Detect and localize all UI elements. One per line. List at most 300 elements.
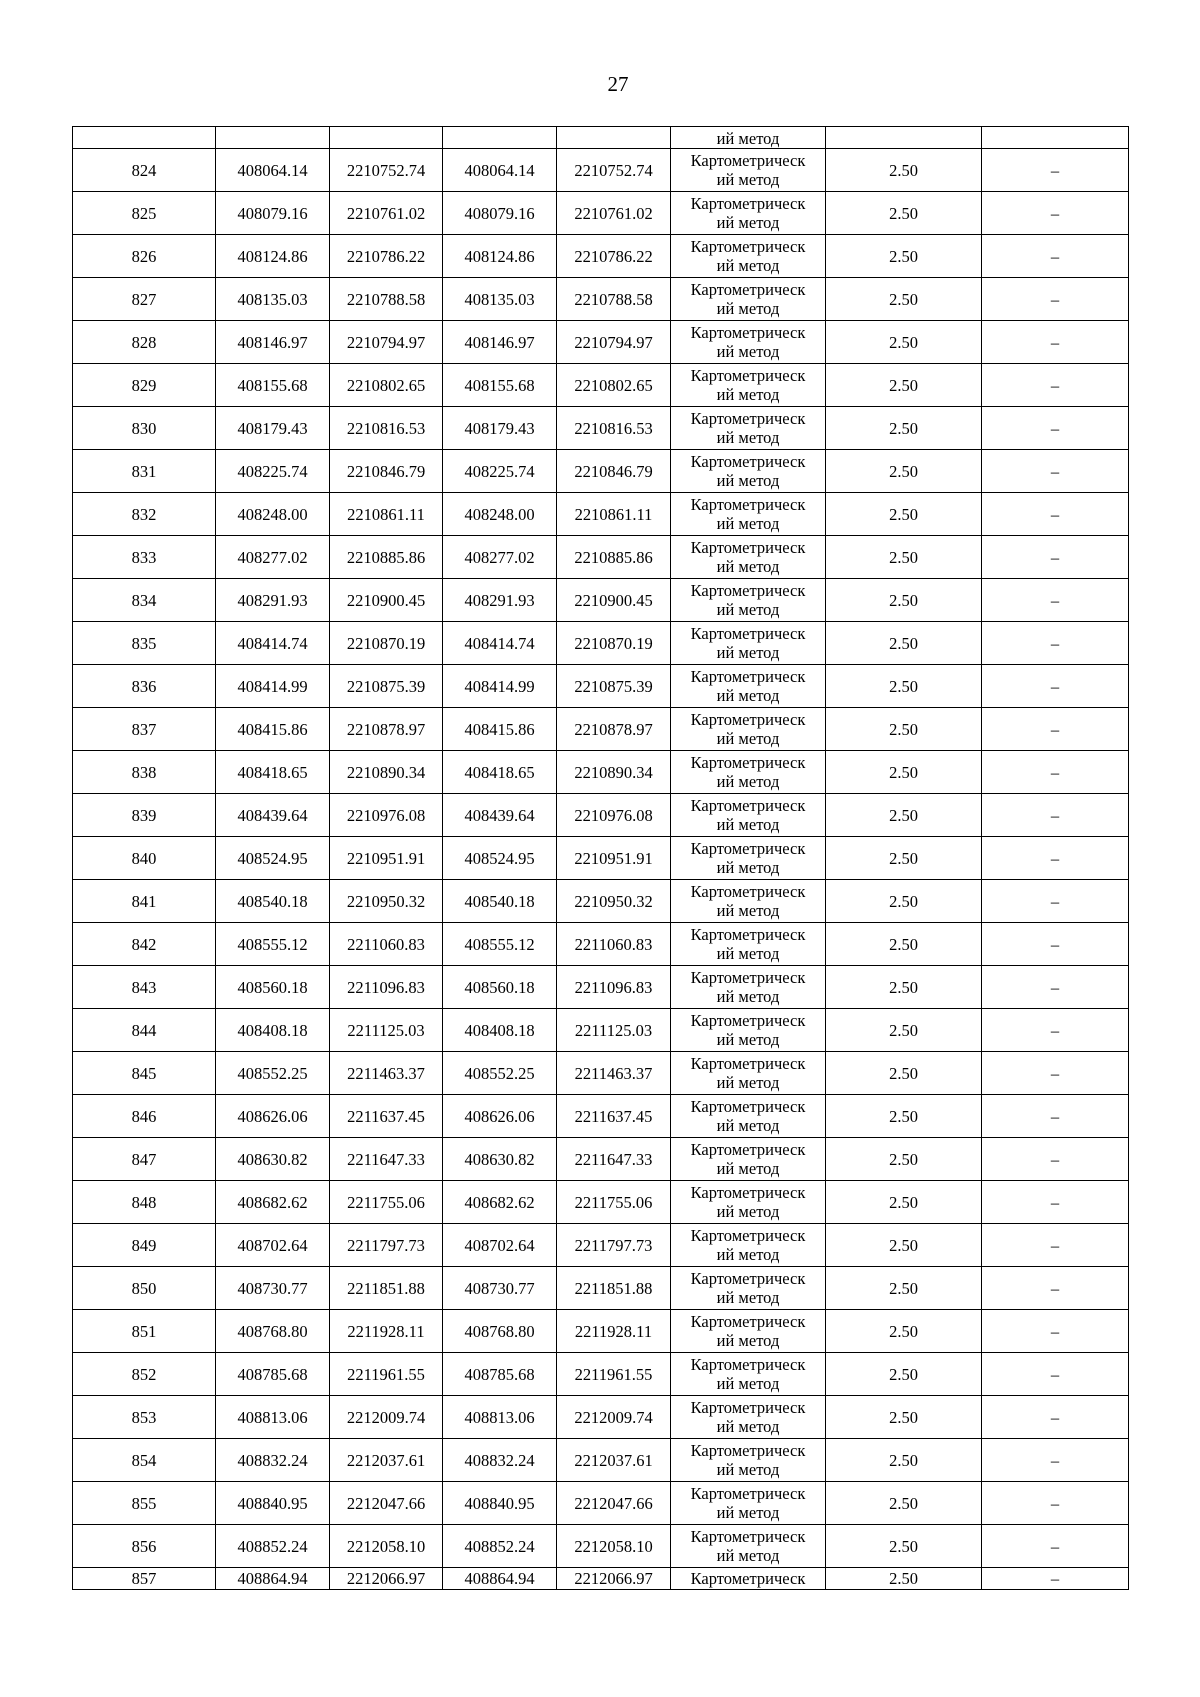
cell-x-old: 408540.18 — [216, 880, 330, 923]
cell-note: – — [982, 665, 1129, 708]
cell-x-new: 408135.03 — [443, 278, 557, 321]
cell-y-new: 2211463.37 — [557, 1052, 671, 1095]
cell-note: – — [982, 1568, 1129, 1590]
table-row — [73, 1052, 1129, 1095]
cell-method — [671, 1224, 826, 1267]
cell-point-number: 852 — [73, 1353, 216, 1396]
method-line-2: ий метод — [716, 342, 780, 361]
table-row — [73, 536, 1129, 579]
cell-y-old: 2211755.06 — [330, 1181, 443, 1224]
table-row — [73, 1095, 1129, 1138]
cell-note: – — [982, 1267, 1129, 1310]
table-row — [73, 1009, 1129, 1052]
cell-accuracy: 2.50 — [826, 364, 982, 407]
cell-x-new: 408768.80 — [443, 1310, 557, 1353]
table-row — [73, 450, 1129, 493]
cell-note: – — [982, 321, 1129, 364]
method-line-1: Картометрическ — [690, 237, 806, 256]
method-line-1: Картометрическ — [690, 1140, 806, 1159]
method-line-1: Картометрическ — [690, 1441, 806, 1460]
cell-x-old: 408852.24 — [216, 1525, 330, 1568]
cell-point-number: 855 — [73, 1482, 216, 1525]
cell-y-old: 2212058.10 — [330, 1525, 443, 1568]
cell-y-old: 2210788.58 — [330, 278, 443, 321]
cell-y-old: 2212037.61 — [330, 1439, 443, 1482]
cell-accuracy: 2.50 — [826, 837, 982, 880]
cell-y-new: 2211647.33 — [557, 1138, 671, 1181]
cell-method — [671, 1138, 826, 1181]
method-line-1: Картометрическ — [690, 624, 806, 643]
method-line-1: Картометрическ — [690, 882, 806, 901]
cell-y-new: 2212037.61 — [557, 1439, 671, 1482]
method-line-2: ий метод — [716, 299, 780, 318]
cell-method — [671, 1525, 826, 1568]
cell-x-old: 408524.95 — [216, 837, 330, 880]
method-line-2: ий метод — [716, 1546, 780, 1565]
method-line-2: ий метод — [716, 987, 780, 1006]
table-row — [73, 1353, 1129, 1396]
cell-point-number: 824 — [73, 149, 216, 192]
cell-method — [671, 794, 826, 837]
table-row — [73, 321, 1129, 364]
cell-x-old: 408840.95 — [216, 1482, 330, 1525]
cell-accuracy: 2.50 — [826, 880, 982, 923]
cell-x-old: 408560.18 — [216, 966, 330, 1009]
cell-x-new: 408155.68 — [443, 364, 557, 407]
cell-y-old: 2211125.03 — [330, 1009, 443, 1052]
cell-x-new: 408626.06 — [443, 1095, 557, 1138]
cell-note: – — [982, 1482, 1129, 1525]
cell-accuracy: 2.50 — [826, 751, 982, 794]
cell-x-old: 408146.97 — [216, 321, 330, 364]
table-row — [73, 579, 1129, 622]
table-body — [73, 127, 1129, 1590]
cell-empty — [73, 127, 216, 149]
cell-empty — [982, 127, 1129, 149]
cell-accuracy: 2.50 — [826, 278, 982, 321]
cell-point-number: 845 — [73, 1052, 216, 1095]
cell-accuracy: 2.50 — [826, 1353, 982, 1396]
cell-x-new: 408813.06 — [443, 1396, 557, 1439]
method-line-2: ий метод — [716, 686, 780, 705]
cell-point-number: 839 — [73, 794, 216, 837]
cell-accuracy: 2.50 — [826, 1224, 982, 1267]
cell-x-old: 408439.64 — [216, 794, 330, 837]
cell-method — [671, 450, 826, 493]
cell-point-number: 832 — [73, 493, 216, 536]
cell-y-new: 2211125.03 — [557, 1009, 671, 1052]
cell-y-old: 2211797.73 — [330, 1224, 443, 1267]
table-row — [73, 1181, 1129, 1224]
cell-x-new: 408225.74 — [443, 450, 557, 493]
method-line-2: ий метод — [716, 1202, 780, 1221]
cell-point-number: 849 — [73, 1224, 216, 1267]
cell-x-new: 408248.00 — [443, 493, 557, 536]
cell-note: – — [982, 622, 1129, 665]
method-line-2: ий метод — [716, 1331, 780, 1350]
cell-y-new: 2210976.08 — [557, 794, 671, 837]
method-line-1: Картометрическ — [690, 1269, 806, 1288]
table-row — [73, 1482, 1129, 1525]
cell-accuracy: 2.50 — [826, 149, 982, 192]
cell-point-number: 838 — [73, 751, 216, 794]
cell-note: – — [982, 751, 1129, 794]
cell-y-new: 2210788.58 — [557, 278, 671, 321]
cell-x-old: 408626.06 — [216, 1095, 330, 1138]
method-line-2: ий метод — [716, 1116, 780, 1135]
cell-point-number: 830 — [73, 407, 216, 450]
cell-point-number: 842 — [73, 923, 216, 966]
cell-x-old: 408415.86 — [216, 708, 330, 751]
cell-y-new: 2210950.32 — [557, 880, 671, 923]
cell-x-new: 408552.25 — [443, 1052, 557, 1095]
cell-y-old: 2212047.66 — [330, 1482, 443, 1525]
cell-y-new: 2210875.39 — [557, 665, 671, 708]
cell-x-old: 408702.64 — [216, 1224, 330, 1267]
table-row — [73, 1525, 1129, 1568]
cell-x-old: 408155.68 — [216, 364, 330, 407]
cell-y-old: 2211961.55 — [330, 1353, 443, 1396]
table-row — [73, 1224, 1129, 1267]
cell-x-new: 408555.12 — [443, 923, 557, 966]
method-line-1: Картометрическ — [690, 1011, 806, 1030]
cell-accuracy: 2.50 — [826, 794, 982, 837]
cell-empty — [330, 127, 443, 149]
method-line-1: Картометрическ — [690, 194, 806, 213]
method-line-2: ий метод — [716, 514, 780, 533]
cell-note: – — [982, 364, 1129, 407]
method-line-1: Картометрическ — [690, 1312, 806, 1331]
table-row — [73, 622, 1129, 665]
cell-y-old: 2211060.83 — [330, 923, 443, 966]
method-line-2: ий метод — [716, 643, 780, 662]
cell-accuracy: 2.50 — [826, 579, 982, 622]
cell-y-new: 2210802.65 — [557, 364, 671, 407]
cell-method — [671, 493, 826, 536]
cell-x-new: 408524.95 — [443, 837, 557, 880]
cell-note: – — [982, 1310, 1129, 1353]
cell-y-old: 2210816.53 — [330, 407, 443, 450]
cell-note: – — [982, 966, 1129, 1009]
cell-y-old: 2210752.74 — [330, 149, 443, 192]
cell-y-old: 2210885.86 — [330, 536, 443, 579]
cell-x-old: 408277.02 — [216, 536, 330, 579]
cell-point-number: 828 — [73, 321, 216, 364]
cell-y-new: 2210900.45 — [557, 579, 671, 622]
cell-empty — [216, 127, 330, 149]
method-line-2: ий метод — [716, 901, 780, 920]
cell-note: – — [982, 407, 1129, 450]
table-row — [73, 880, 1129, 923]
cell-method — [671, 536, 826, 579]
cell-point-number: 835 — [73, 622, 216, 665]
cell-y-old: 2210794.97 — [330, 321, 443, 364]
method-line-1: Картометрическ — [690, 1097, 806, 1116]
method-line-2: ий метод — [716, 858, 780, 877]
cell-y-old: 2210786.22 — [330, 235, 443, 278]
cell-method — [671, 1353, 826, 1396]
cell-x-new: 408540.18 — [443, 880, 557, 923]
cell-y-old: 2211637.45 — [330, 1095, 443, 1138]
method-line-2: ий метод — [716, 428, 780, 447]
table-row — [73, 149, 1129, 192]
cell-point-number: 827 — [73, 278, 216, 321]
table-row — [73, 235, 1129, 278]
cell-x-new: 408291.93 — [443, 579, 557, 622]
cell-point-number: 831 — [73, 450, 216, 493]
cell-method — [671, 1052, 826, 1095]
cell-method — [671, 579, 826, 622]
cell-accuracy: 2.50 — [826, 1568, 982, 1590]
cell-accuracy: 2.50 — [826, 665, 982, 708]
table-row — [73, 665, 1129, 708]
cell-x-old: 408785.68 — [216, 1353, 330, 1396]
cell-accuracy: 2.50 — [826, 923, 982, 966]
method-line-1: Картометрическ — [690, 710, 806, 729]
cell-note: – — [982, 1052, 1129, 1095]
method-line-2: ий метод — [716, 944, 780, 963]
cell-note: – — [982, 1224, 1129, 1267]
method-line-2: ий метод — [716, 256, 780, 275]
cell-accuracy: 2.50 — [826, 1267, 982, 1310]
table-row — [73, 1310, 1129, 1353]
cell-note: – — [982, 579, 1129, 622]
cell-point-number: 826 — [73, 235, 216, 278]
cell-empty — [826, 127, 982, 149]
cell-y-old: 2210951.91 — [330, 837, 443, 880]
cell-point-number: 856 — [73, 1525, 216, 1568]
cell-empty — [557, 127, 671, 149]
method-line-2: ий метод — [716, 170, 780, 189]
cell-x-new: 408682.62 — [443, 1181, 557, 1224]
cell-note: – — [982, 1095, 1129, 1138]
cell-y-old: 2210846.79 — [330, 450, 443, 493]
cell-method-continued: ий метод — [671, 127, 826, 149]
table-row — [73, 1267, 1129, 1310]
method-line-1: Картометрическ — [690, 1484, 806, 1503]
cell-x-new: 408146.97 — [443, 321, 557, 364]
cell-method — [671, 966, 826, 1009]
cell-accuracy: 2.50 — [826, 321, 982, 364]
cell-method — [671, 708, 826, 751]
cell-method — [671, 1482, 826, 1525]
cell-y-new: 2210846.79 — [557, 450, 671, 493]
cell-point-number: 843 — [73, 966, 216, 1009]
cell-x-new: 408064.14 — [443, 149, 557, 192]
cell-y-new: 2210786.22 — [557, 235, 671, 278]
cell-x-new: 408560.18 — [443, 966, 557, 1009]
cell-method — [671, 1310, 826, 1353]
cell-note: – — [982, 1138, 1129, 1181]
cell-method — [671, 1396, 826, 1439]
method-line-2: ий метод — [716, 600, 780, 619]
cell-x-old: 408832.24 — [216, 1439, 330, 1482]
cell-x-new: 408840.95 — [443, 1482, 557, 1525]
table-row — [73, 278, 1129, 321]
cell-x-new: 408415.86 — [443, 708, 557, 751]
cell-x-new: 408277.02 — [443, 536, 557, 579]
method-line-1: Картометрическ — [690, 1183, 806, 1202]
cell-x-old: 408248.00 — [216, 493, 330, 536]
cell-point-number: 841 — [73, 880, 216, 923]
cell-y-new: 2212047.66 — [557, 1482, 671, 1525]
method-line-1: Картометрическ — [690, 538, 806, 557]
method-line-1: Картометрическ — [690, 968, 806, 987]
method-line-1: Картометрическ — [690, 796, 806, 815]
cell-method — [671, 622, 826, 665]
cell-y-old: 2212009.74 — [330, 1396, 443, 1439]
method-line-1: Картометрическ — [690, 1226, 806, 1245]
table-row — [73, 192, 1129, 235]
cell-note: – — [982, 880, 1129, 923]
method-line-1: Картометрическ — [690, 280, 806, 299]
method-line-1: Картометрическ — [690, 495, 806, 514]
cell-note: – — [982, 1181, 1129, 1224]
table-row — [73, 923, 1129, 966]
cell-method — [671, 1439, 826, 1482]
cell-note: – — [982, 1439, 1129, 1482]
table-row — [73, 837, 1129, 880]
method-line-2: ий метод — [716, 815, 780, 834]
cell-x-new: 408124.86 — [443, 235, 557, 278]
cell-y-new: 2211797.73 — [557, 1224, 671, 1267]
cell-y-new: 2210870.19 — [557, 622, 671, 665]
cell-note: – — [982, 192, 1129, 235]
method-line-2: ий метод — [716, 1073, 780, 1092]
method-line-2: ий метод — [716, 729, 780, 748]
cell-accuracy: 2.50 — [826, 708, 982, 751]
cell-y-new: 2210878.97 — [557, 708, 671, 751]
cell-method — [671, 278, 826, 321]
cell-accuracy: 2.50 — [826, 1052, 982, 1095]
cell-accuracy: 2.50 — [826, 1095, 982, 1138]
method-line-1: Картометрическ — [690, 581, 806, 600]
cell-method — [671, 321, 826, 364]
method-line-2: ий метод — [716, 1503, 780, 1522]
cell-y-new: 2210794.97 — [557, 321, 671, 364]
cell-method — [671, 192, 826, 235]
cell-x-old: 408418.65 — [216, 751, 330, 794]
cell-x-old: 408630.82 — [216, 1138, 330, 1181]
cell-note: – — [982, 708, 1129, 751]
method-line-2: ий метод — [716, 213, 780, 232]
cell-accuracy: 2.50 — [826, 1396, 982, 1439]
cell-y-old: 2211647.33 — [330, 1138, 443, 1181]
cell-y-old: 2212066.97 — [330, 1568, 443, 1590]
table-row — [73, 407, 1129, 450]
method-line-1: Картометрическ — [690, 1398, 806, 1417]
method-line-1: Картометрическ — [690, 1527, 806, 1546]
cell-note: – — [982, 1525, 1129, 1568]
method-line-1: Картометрическ — [690, 151, 806, 170]
cell-x-old: 408179.43 — [216, 407, 330, 450]
cell-point-number: 829 — [73, 364, 216, 407]
cell-point-number: 837 — [73, 708, 216, 751]
cell-x-old: 408064.14 — [216, 149, 330, 192]
cell-x-old: 408225.74 — [216, 450, 330, 493]
cell-x-new: 408179.43 — [443, 407, 557, 450]
cell-point-number: 825 — [73, 192, 216, 235]
method-line-1: Картометрическ — [690, 366, 806, 385]
cell-y-new: 2211637.45 — [557, 1095, 671, 1138]
cell-method — [671, 751, 826, 794]
cell-x-old: 408864.94 — [216, 1568, 330, 1590]
cell-method — [671, 149, 826, 192]
cell-x-old: 408682.62 — [216, 1181, 330, 1224]
cell-y-old: 2211463.37 — [330, 1052, 443, 1095]
cell-x-new: 408730.77 — [443, 1267, 557, 1310]
cell-y-new: 2211851.88 — [557, 1267, 671, 1310]
cell-point-number: 834 — [73, 579, 216, 622]
cell-y-new: 2210816.53 — [557, 407, 671, 450]
cell-method — [671, 235, 826, 278]
cell-x-old: 408135.03 — [216, 278, 330, 321]
cell-x-old: 408291.93 — [216, 579, 330, 622]
cell-x-new: 408702.64 — [443, 1224, 557, 1267]
cell-method — [671, 1181, 826, 1224]
cell-x-old: 408555.12 — [216, 923, 330, 966]
cell-y-new: 2212009.74 — [557, 1396, 671, 1439]
cell-x-new: 408439.64 — [443, 794, 557, 837]
method-line-1: Картометрическ — [690, 1355, 806, 1374]
method-line-1: Картометрическ — [690, 925, 806, 944]
cell-accuracy: 2.50 — [826, 1138, 982, 1181]
cell-y-old: 2210802.65 — [330, 364, 443, 407]
cell-y-old: 2211096.83 — [330, 966, 443, 1009]
cell-point-number: 853 — [73, 1396, 216, 1439]
cell-x-new: 408414.74 — [443, 622, 557, 665]
cell-method — [671, 923, 826, 966]
cell-accuracy: 2.50 — [826, 536, 982, 579]
cell-accuracy: 2.50 — [826, 235, 982, 278]
cell-x-old: 408079.16 — [216, 192, 330, 235]
cell-x-old: 408768.80 — [216, 1310, 330, 1353]
method-line-1: Картометрическ — [690, 323, 806, 342]
cell-point-number: 847 — [73, 1138, 216, 1181]
cell-y-new: 2211060.83 — [557, 923, 671, 966]
page-number: 27 — [607, 72, 629, 96]
cell-accuracy: 2.50 — [826, 493, 982, 536]
cell-y-new: 2210752.74 — [557, 149, 671, 192]
method-line-2: ий метод — [716, 1159, 780, 1178]
cell-accuracy: 2.50 — [826, 450, 982, 493]
table-row — [73, 1138, 1129, 1181]
cell-note: – — [982, 536, 1129, 579]
method-line-1: Картометрическ — [690, 409, 806, 428]
continued-row — [73, 127, 1129, 149]
cell-accuracy: 2.50 — [826, 1525, 982, 1568]
cell-x-old: 408552.25 — [216, 1052, 330, 1095]
cell-y-new: 2211961.55 — [557, 1353, 671, 1396]
cell-x-new: 408079.16 — [443, 192, 557, 235]
cell-note: – — [982, 837, 1129, 880]
cell-x-new: 408408.18 — [443, 1009, 557, 1052]
cell-accuracy: 2.50 — [826, 622, 982, 665]
method-line-1: Картометрическ — [690, 1054, 806, 1073]
method-line-1: Картометрическ — [690, 452, 806, 471]
method-line-1: Картометрическ — [690, 753, 806, 772]
table-row — [73, 1439, 1129, 1482]
cell-y-new: 2212066.97 — [557, 1568, 671, 1590]
cell-x-new: 408418.65 — [443, 751, 557, 794]
cell-y-old: 2210870.19 — [330, 622, 443, 665]
cell-method: Картометрическ — [671, 1568, 826, 1590]
method-line-2: ий метод — [716, 1288, 780, 1307]
cell-accuracy: 2.50 — [826, 1009, 982, 1052]
cell-method — [671, 880, 826, 923]
cell-point-number: 854 — [73, 1439, 216, 1482]
cell-x-old: 408414.99 — [216, 665, 330, 708]
